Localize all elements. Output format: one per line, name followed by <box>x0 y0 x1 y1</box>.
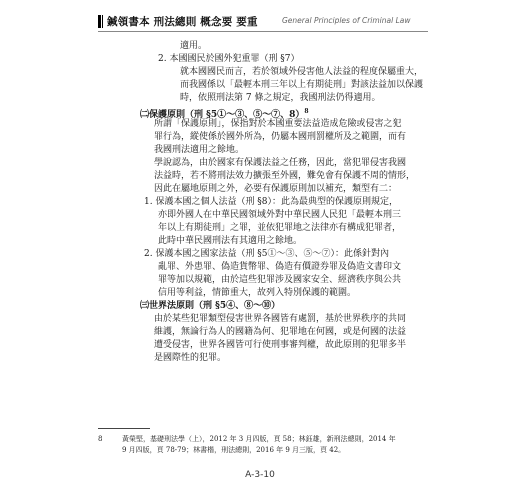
text-line: 罪行為，縱使係於國外所為，仍屬本國刑罰權所及之範圍，而有 <box>154 132 407 142</box>
running-header <box>98 14 428 30</box>
text-line: 學說認為，由於國家有保護法益之任務，因此，當犯罪侵害我國 <box>154 158 407 168</box>
text-line: 因此在屬地原則之外，必要有保護原則加以補充，類型有二： <box>154 184 398 194</box>
text-line: 2. 本國國民於國外犯重罪（刑 §7） <box>158 54 300 64</box>
footnote-ref: 8 <box>304 108 309 115</box>
text-line: 年以上有期徒刑」之罪，並依犯罪地之法律亦有構成犯罪者， <box>158 223 402 233</box>
section-heading: ㈢世界法原則（刑 §5④、⑧～⑩） <box>140 301 281 311</box>
text-line: 此時中華民國刑法有其適用之餘地。 <box>158 236 303 246</box>
page-number: A-3-10 <box>245 470 275 480</box>
text-line: 遭受侵害，世界各國皆可行使刑事審判權，故此原則的犯罪多半 <box>154 340 407 350</box>
header-subtitle: General Principles of Criminal Law <box>282 16 411 25</box>
text-line: 1. 保護本國之個人法益（刑 §8）：此為最典型的保護原則規定， <box>144 197 399 207</box>
header-bar-mark-thin <box>102 15 103 28</box>
text-line: 就本國國民而言，若於領域外侵害他人法益的程度保屬重大， <box>180 67 424 77</box>
footnote-number: 8 <box>98 435 103 443</box>
text-line: 2. 保護本國之國家法益（刑 §5①～③、⑤～⑦）：此係針對內 <box>144 249 390 259</box>
header-rule <box>98 31 428 32</box>
header-title: 鍼領書本 刑法總則 概念要 要重 <box>107 16 258 28</box>
text-line: 所謂「保護原則」，保指對於本國重要法益造成危險或侵害之犯 <box>154 119 402 129</box>
text-line: 我國刑法適用之餘地。 <box>154 145 245 155</box>
header-bar-mark <box>98 15 101 28</box>
footnote-line <box>98 434 428 445</box>
text-line: 信用等利益，情節重大，故列入特別保護的範圍。 <box>158 288 357 298</box>
footnote-rule <box>98 428 150 429</box>
section-heading <box>140 105 420 118</box>
text-line: 法益時，若不將刑法效力擴張至外國，難免會有保護不周的情形， <box>154 171 416 181</box>
text-line: 是國際性的犯罪。 <box>154 353 227 363</box>
text-line: 亦即外國人在中華民國領域外對中華民國人民犯「最輕本刑三 <box>158 210 402 220</box>
text-line: 亂罪、外患罪、偽造貨幣罪、偽造有價證券罪及偽造文書印文 <box>158 262 402 272</box>
body-text <box>140 40 424 365</box>
section-heading-text: ㈡保護原則（刑 §5①～③、⑤～⑦、8） <box>140 110 305 120</box>
text-line: 維護，無論行為人的國籍為何、犯罪地在何國，或是何國的法益 <box>154 327 407 337</box>
text-line: 時，依照刑法第 7 條之規定，我國刑法仍得適用。 <box>180 93 381 103</box>
text-line: 罪等加以規範，由於這些犯罪涉及國家安全、經濟秩序與公共 <box>158 275 402 285</box>
footnote <box>98 434 428 456</box>
footnote-line: 9 月四版，頁 78-79；林書楷，刑法總則，2016 年 9 月三版，頁 42。 <box>122 446 346 454</box>
text-line: 適用。 <box>180 41 208 51</box>
text-line: 由於某些犯罪類型侵害世界各國皆有處罰，基於世界秩序的共同 <box>154 314 407 324</box>
text-line: 而我國係以「最輕本刑三年以上有期徒刑」對該法益加以保護 <box>180 80 424 90</box>
footnote-text: 黃榮堅，基礎刑法學（上），2012 年 3 月四版，頁 58；林鈺雄，新刑法總則，2014 年 <box>122 435 396 443</box>
